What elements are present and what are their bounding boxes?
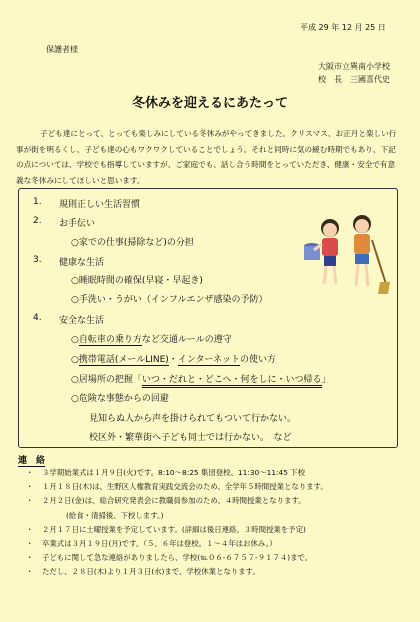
- whereabouts-pre: ○居場所の把握「: [71, 375, 142, 385]
- broom-head: [378, 282, 390, 294]
- recipient: 保護者様: [46, 45, 78, 54]
- section-title-health: 健康な生活: [59, 258, 105, 268]
- girl-skirt: [324, 256, 336, 266]
- list-item: ・ ３学期始業式は１月９日(火)です。8:10～8:25 集団登校、11:30～11:45 下校: [18, 466, 414, 480]
- section-title-chores: お手伝い: [59, 219, 96, 229]
- section-number: 2.: [33, 216, 42, 226]
- item-phone: [71, 352, 276, 365]
- boy-shorts: [355, 254, 369, 264]
- girl-face: [323, 223, 337, 237]
- list-item: ・ ２月１７日に土曜授業を予定しています。(詳細は後日連絡。３時間授業を予定): [18, 523, 414, 537]
- bullet-mark: ○: [71, 355, 79, 365]
- bicycle-rest: など交通ルールの遵守: [141, 335, 232, 345]
- item-handwash: ○手洗い・うがい（インフルエンザ感染の予防）: [71, 295, 268, 305]
- broom-handle: [372, 240, 386, 284]
- list-item-continuation: (給食・清掃後、下校します。): [66, 510, 164, 520]
- whereabouts-post: 」: [321, 375, 331, 385]
- boy-shirt: [354, 234, 370, 254]
- intro-paragraph: 子ども達にとって、とっても楽しみにしている冬休みがやってきました。クリスマス、お正月と楽しい行事が街を明るくし、子ども達の心もワクワクしていることでしょう。それと同時に気の緩む時期でもあり、下記の点については、学校でも指導していますが、ご家庭でも、話し合う時間をとっていただき、健康・安全で有意義な冬休みにしてほしいと思います。: [16, 129, 397, 185]
- list-item: ・ ただし、２８日(木)より１月３日(水)まで、学校休業となります。: [18, 565, 414, 579]
- item-whereabouts: [71, 372, 331, 385]
- section-title-routine: 規則正しい生活習慣: [59, 200, 141, 210]
- bicycle-emphasis: 自転車の乗り方: [78, 335, 142, 345]
- list-item: ・ 卒業式は３月１９日(月)です。（５、６年は登校。１～４年はお休み。）: [18, 537, 414, 551]
- children-cleaning-illustration: [290, 206, 390, 296]
- principal-name: 校 長 三國喜代史: [318, 75, 390, 84]
- boy-face: [355, 219, 369, 233]
- page-title: 冬休みを迎えるにあたって: [131, 96, 288, 111]
- section-title-safety: 安全な生活: [59, 316, 105, 326]
- list-item: ・ ２月２日(金)は、総合研究発表会に教職員参加のため、４時間授業となります。: [18, 494, 414, 508]
- item-housework: ○家での仕事(掃除など)の分担: [71, 238, 194, 248]
- letter-date: 平成 29 年 12 月 25 日: [300, 23, 386, 32]
- item-danger-downtown: 校区外・繁華街へ子ども同士では行かない。 など: [89, 433, 292, 443]
- notes-list: [18, 466, 414, 580]
- list-item: ・ １月１８日(木)は、生野区人権教育実践交流会のため、全学年５時間授業となります。: [18, 480, 414, 494]
- girl-leg: [334, 266, 336, 284]
- phone-rest: の使い方: [240, 355, 277, 365]
- internet-emphasis: インターネット: [177, 355, 241, 365]
- bullet-mark: ○: [71, 335, 79, 345]
- item-danger-strangers: 見知らぬ人から声を掛けられてもついて行かない。: [89, 414, 297, 424]
- phone-separator: ・: [168, 355, 178, 365]
- whereabouts-emphasis: いつ・だれと・どこへ・何をしに・いつ帰る: [142, 375, 322, 388]
- section-number: 1.: [33, 197, 42, 207]
- girl-leg: [324, 266, 326, 284]
- list-item: ・ 子どもに関して急な連絡がありましたら、学校(℡０６-６７５７-９１７４)まで。: [18, 551, 414, 565]
- item-danger: ○危険な事態からの回避: [71, 394, 169, 404]
- item-sleep: ○睡眠時間の確保(早寝・早起き): [71, 276, 203, 286]
- boy-leg: [356, 264, 358, 286]
- girl-shirt: [322, 238, 338, 256]
- section-number: 4.: [33, 313, 42, 323]
- school-name: 大阪市立巽南小学校: [318, 62, 390, 71]
- notes-heading: 連 絡: [18, 453, 45, 467]
- item-bicycle: [71, 332, 232, 345]
- section-number: 3.: [33, 255, 42, 265]
- phone-emphasis: 携帯電話(メールLINE): [78, 355, 169, 365]
- boy-leg: [366, 264, 368, 286]
